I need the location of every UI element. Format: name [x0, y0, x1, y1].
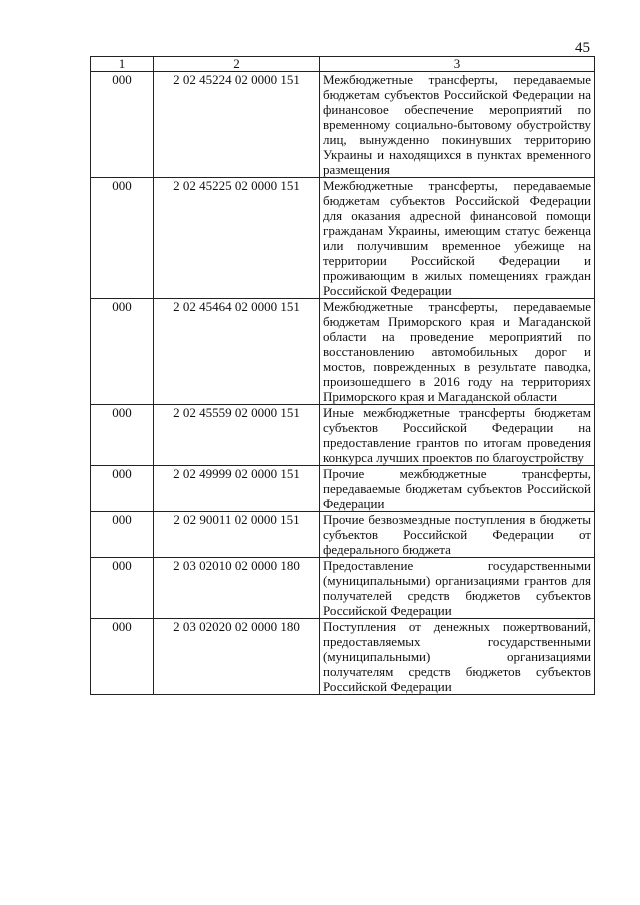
table-row — [91, 558, 595, 619]
revenue-name-cell: Прочие межбюджетные трансферты, передаваемые бюджетам субъектов Российской Федерации — [320, 466, 595, 512]
revenue-name-cell: Иные межбюджетные трансферты бюджетам субъектов Российской Федерации на предоставление грантов по итогам проведения конкурса лучших проектов по благоустройству — [320, 405, 595, 466]
table-row — [91, 299, 595, 405]
column-header-2: 2 — [154, 57, 320, 72]
budget-code-cell: 2 02 45559 02 0000 151 — [154, 405, 320, 466]
budget-classification-table — [90, 56, 595, 695]
admin-code-cell: 000 — [91, 72, 154, 178]
budget-code-cell: 2 03 02020 02 0000 180 — [154, 619, 320, 695]
table-row — [91, 619, 595, 695]
table-row — [91, 466, 595, 512]
revenue-name-cell: Поступления от денежных пожертвований, предоставляемых государственными (муниципальными) организациями получателям средств бюджетов субъектов Российской Федерации — [320, 619, 595, 695]
revenue-name-cell: Прочие безвозмездные поступления в бюджеты субъектов Российской Федерации от федерального бюджета — [320, 512, 595, 558]
budget-code-cell: 2 02 45464 02 0000 151 — [154, 299, 320, 405]
table-row — [91, 405, 595, 466]
admin-code-cell: 000 — [91, 619, 154, 695]
admin-code-cell: 000 — [91, 299, 154, 405]
column-header-3: 3 — [320, 57, 595, 72]
revenue-name-cell: Межбюджетные трансферты, передаваемые бюджетам Приморского края и Магаданской области на проведение мероприятий по восстановлению автомобильных дорог и мостов, поврежденных в результате паводка, произошедшего в 2016 году на территориях Приморского края и Магаданской области — [320, 299, 595, 405]
admin-code-cell: 000 — [91, 558, 154, 619]
budget-code-cell: 2 03 02010 02 0000 180 — [154, 558, 320, 619]
budget-code-cell: 2 02 45225 02 0000 151 — [154, 178, 320, 299]
table-header-row — [91, 57, 595, 72]
table-row — [91, 178, 595, 299]
admin-code-cell: 000 — [91, 512, 154, 558]
page-number: 45 — [575, 40, 590, 56]
budget-code-cell: 2 02 45224 02 0000 151 — [154, 72, 320, 178]
admin-code-cell: 000 — [91, 466, 154, 512]
admin-code-cell: 000 — [91, 405, 154, 466]
column-header-1: 1 — [91, 57, 154, 72]
revenue-name-cell: Межбюджетные трансферты, передаваемые бюджетам субъектов Российской Федерации на финансовое обеспечение мероприятий по временному социально-бытовому обустройству лиц, вынужденно покинувших территорию Украины и находящихся в пунктах временного размещения — [320, 72, 595, 178]
budget-code-cell: 2 02 90011 02 0000 151 — [154, 512, 320, 558]
table-row — [91, 72, 595, 178]
revenue-name-cell: Межбюджетные трансферты, передаваемые бюджетам субъектов Российской Федерации для оказания адресной финансовой помощи гражданам Украины, имеющим статус беженца или получившим временное убежище на территории Российской Федерации и проживающим в жилых помещениях граждан Российской Федерации — [320, 178, 595, 299]
revenue-name-cell: Предоставление государственными (муниципальными) организациями грантов для получателей средств бюджетов субъектов Российской Федерации — [320, 558, 595, 619]
budget-code-cell: 2 02 49999 02 0000 151 — [154, 466, 320, 512]
admin-code-cell: 000 — [91, 178, 154, 299]
table-row — [91, 512, 595, 558]
